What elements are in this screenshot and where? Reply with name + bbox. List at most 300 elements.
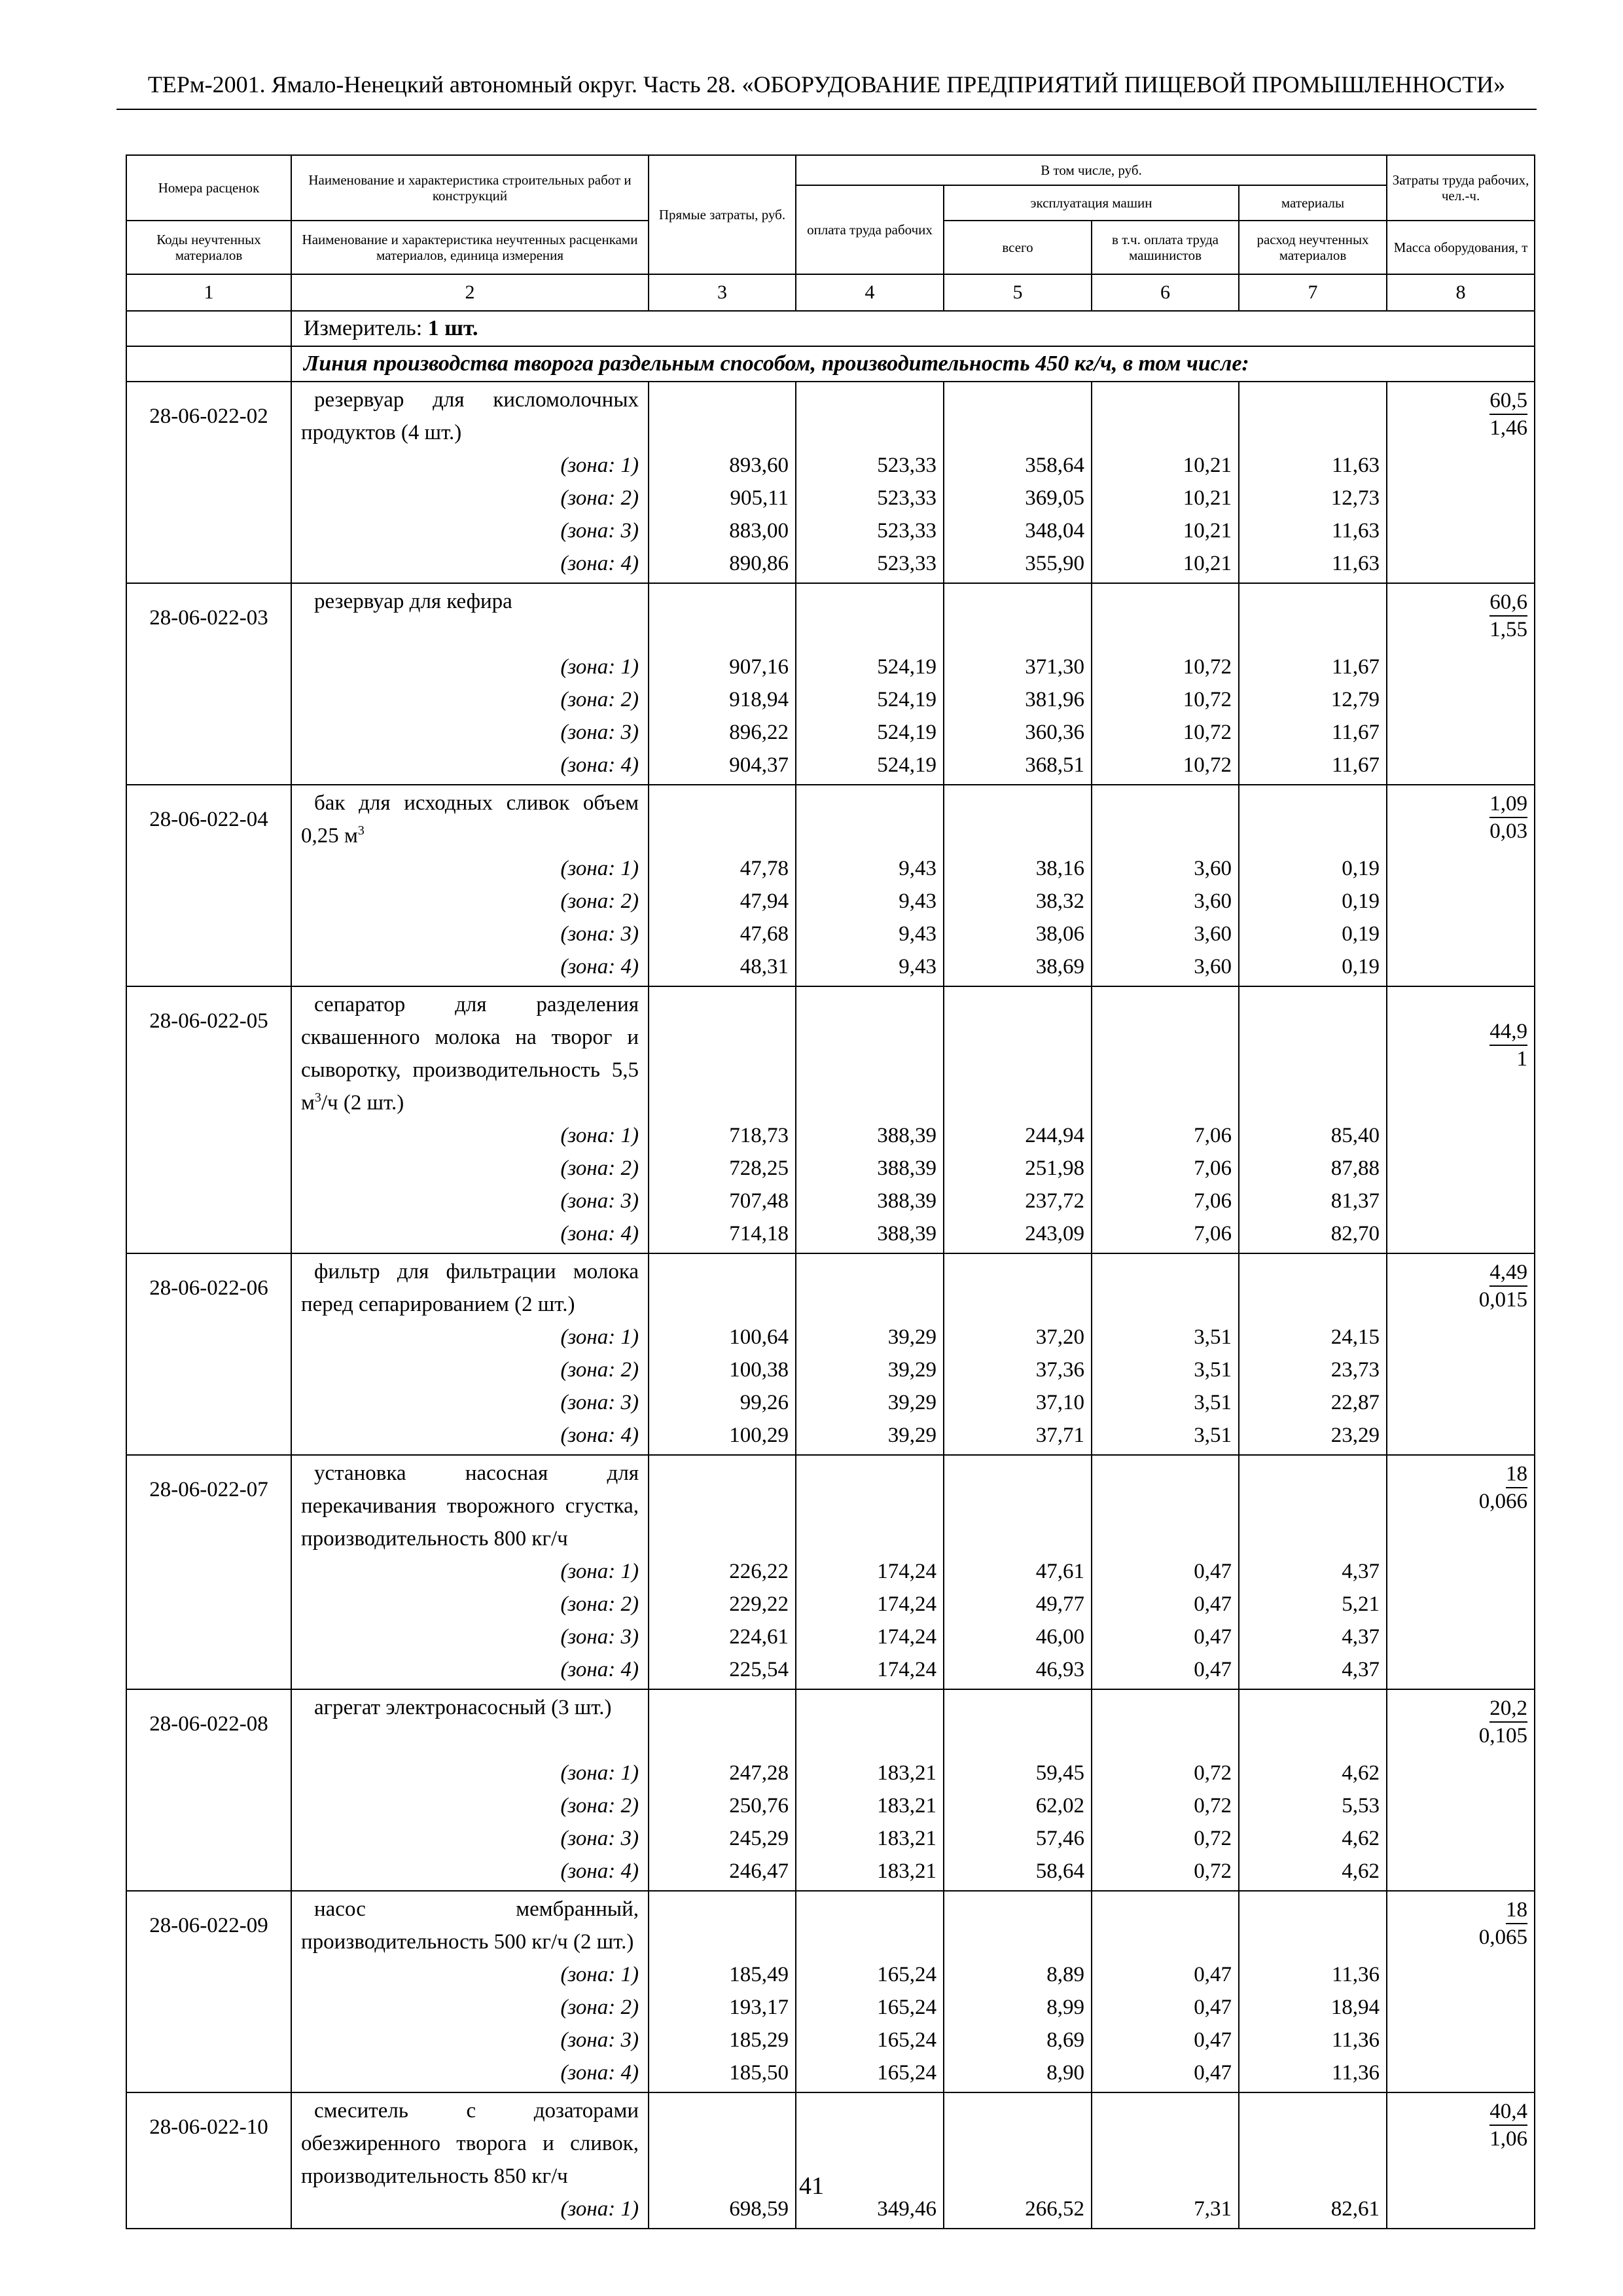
cost-value: 18,94 <box>1330 1996 1380 2019</box>
cost-value: 0,19 <box>1342 889 1380 913</box>
cost-value: 3,60 <box>1194 922 1232 946</box>
labor-value: 18 <box>1506 1461 1527 1488</box>
cost-value: 0,19 <box>1342 955 1380 978</box>
cost-cell <box>1092 1891 1239 2092</box>
cost-value: 4,37 <box>1342 1658 1380 1681</box>
machines-labor-header: в т.ч. оплата труда машинистов <box>1092 221 1239 274</box>
zone-label: (зона: 2) <box>560 1996 639 2019</box>
cost-value: 524,19 <box>877 721 936 744</box>
cost-value: 24,15 <box>1330 1325 1380 1349</box>
work-name <box>301 988 639 1119</box>
col1-bottom-header: Коды неучтенных материалов <box>126 221 291 274</box>
cost-value: 8,89 <box>1046 1963 1084 1986</box>
cost-value: 8,69 <box>1046 2028 1084 2052</box>
cost-value: 183,21 <box>877 1794 936 1818</box>
cost-value: 250,76 <box>729 1794 789 1818</box>
zone-label: (зона: 3) <box>560 1827 639 1850</box>
work-name-text: резервуар для кефира <box>314 590 512 613</box>
labor-mass-cell <box>1387 382 1535 583</box>
cost-value: 11,67 <box>1332 655 1380 679</box>
cost-value: 38,32 <box>1035 889 1084 913</box>
labor-value: 44,9 <box>1489 1018 1527 1046</box>
materials-sub-header: расход неучтенных материалов <box>1239 221 1387 274</box>
cost-value: 59,45 <box>1035 1761 1084 1785</box>
zone-label: (зона: 2) <box>560 688 639 711</box>
cost-value: 82,70 <box>1330 1222 1380 1246</box>
cost-value: 0,72 <box>1194 1859 1232 1883</box>
col-number: 2 <box>291 274 649 311</box>
work-name-cell <box>291 1689 649 1891</box>
cost-cell <box>796 1689 944 1891</box>
cost-value: 893,60 <box>729 454 789 477</box>
cost-cell <box>796 1891 944 2092</box>
cost-cell <box>1092 785 1239 986</box>
cost-value: 904,37 <box>729 753 789 777</box>
cost-value: 0,72 <box>1194 1827 1232 1850</box>
zone-label: (зона: 4) <box>560 1658 639 1681</box>
cost-value: 3,51 <box>1194 1424 1232 1447</box>
cost-value: 100,29 <box>729 1424 789 1447</box>
zone-label: (зона: 3) <box>560 922 639 946</box>
work-name <box>301 1255 639 1321</box>
col2-bottom-header: Наименование и характеристика неучтенных расценками материалов, единица измерения <box>291 221 649 274</box>
cost-value: 707,48 <box>729 1189 789 1213</box>
cost-value: 11,67 <box>1332 753 1380 777</box>
col2-top-header: Наименование и характеристика строительных работ и конструкций <box>291 155 649 221</box>
cost-value: 8,90 <box>1046 2061 1084 2085</box>
measure-row <box>126 311 1535 346</box>
cost-value: 728,25 <box>729 1157 789 1180</box>
labor-mass-cell <box>1387 986 1535 1253</box>
work-name-tail: /ч (2 шт.) <box>321 1091 404 1115</box>
cost-cell <box>649 1455 796 1689</box>
cost-value: 523,33 <box>877 454 936 477</box>
labor-value: 60,5 <box>1489 387 1527 415</box>
price-code: 28-06-022-08 <box>126 1689 291 1891</box>
work-name-text: насос мембранный, производительность 500 кг/ч (2 шт.) <box>301 1897 639 1954</box>
cost-cell <box>1092 1689 1239 1891</box>
work-name-cell <box>291 2092 649 2229</box>
price-code: 28-06-022-10 <box>126 2092 291 2229</box>
zone-label: (зона: 1) <box>560 1124 639 1147</box>
cost-value: 7,31 <box>1194 2197 1232 2221</box>
zone-label: (зона: 1) <box>560 1325 639 1349</box>
cost-value: 3,60 <box>1194 857 1232 880</box>
zone-label: (зона: 1) <box>560 1963 639 1986</box>
cost-cell <box>944 1891 1092 2092</box>
cost-value: 11,63 <box>1332 519 1380 543</box>
cost-value: 381,96 <box>1025 688 1084 711</box>
cost-value: 0,19 <box>1342 922 1380 946</box>
cost-value: 23,29 <box>1330 1424 1380 1447</box>
cost-value: 358,64 <box>1025 454 1084 477</box>
cost-value: 38,06 <box>1035 922 1084 946</box>
cost-cell <box>649 2092 796 2229</box>
zone-label: (зона: 1) <box>560 2197 639 2221</box>
cost-value: 38,16 <box>1035 857 1084 880</box>
cost-cell <box>944 1455 1092 1689</box>
work-name-text: смеситель с дозаторами обезжиренного творога и сливок, производительность 850 кг/ч <box>301 2099 639 2188</box>
work-name <box>301 1691 639 1757</box>
labor-pay-header: оплата труда рабочих <box>796 185 944 274</box>
zone-label: (зона: 4) <box>560 2061 639 2085</box>
zone-label: (зона: 1) <box>560 655 639 679</box>
work-name-text: агрегат электронасосный (3 шт.) <box>314 1696 612 1719</box>
cost-value: 368,51 <box>1025 753 1084 777</box>
mass-value: 1,46 <box>1489 416 1528 440</box>
labor-mass-cell <box>1387 2092 1535 2229</box>
cost-cell <box>1239 2092 1387 2229</box>
cost-value: 100,64 <box>729 1325 789 1349</box>
cost-value: 224,61 <box>729 1625 789 1649</box>
cost-value: 165,24 <box>877 2061 936 2085</box>
cost-value: 10,72 <box>1183 655 1232 679</box>
measure-value: 1 шт. <box>427 316 478 340</box>
price-row <box>126 1689 1535 1891</box>
cost-cell <box>1239 1689 1387 1891</box>
cost-value: 360,36 <box>1025 721 1084 744</box>
line-title: Линия производства творога раздельным способом, производительность 450 кг/ч, в том числе: <box>291 346 1535 382</box>
cost-value: 82,61 <box>1330 2197 1380 2221</box>
work-name-cell <box>291 1891 649 2092</box>
cost-value: 57,46 <box>1035 1827 1084 1850</box>
price-code: 28-06-022-03 <box>126 583 291 785</box>
cost-value: 12,73 <box>1330 486 1380 510</box>
cost-value: 244,94 <box>1025 1124 1084 1147</box>
cost-value: 165,24 <box>877 1996 936 2019</box>
mass-value: 0,105 <box>1478 1724 1528 1748</box>
cost-value: 251,98 <box>1025 1157 1084 1180</box>
cost-value: 87,88 <box>1330 1157 1380 1180</box>
cost-cell <box>1239 1455 1387 1689</box>
price-row <box>126 382 1535 583</box>
cost-value: 698,59 <box>729 2197 789 2221</box>
cost-value: 11,36 <box>1332 2061 1380 2085</box>
mass-value: 1,55 <box>1489 618 1528 641</box>
cost-cell <box>944 1689 1092 1891</box>
cost-value: 10,72 <box>1183 688 1232 711</box>
cost-value: 12,79 <box>1330 688 1380 711</box>
work-name <box>301 787 639 852</box>
cost-value: 5,21 <box>1342 1592 1380 1616</box>
cost-value: 388,39 <box>877 1157 936 1180</box>
page-number: 41 <box>799 2172 824 2200</box>
cost-value: 7,06 <box>1194 1124 1232 1147</box>
cost-value: 183,21 <box>877 1827 936 1850</box>
zone-label: (зона: 2) <box>560 1157 639 1180</box>
cost-value: 0,72 <box>1194 1794 1232 1818</box>
work-name-cell <box>291 785 649 986</box>
cost-value: 266,52 <box>1025 2197 1084 2221</box>
cost-value: 246,47 <box>729 1859 789 1883</box>
cost-value: 37,71 <box>1035 1424 1084 1447</box>
superscript: 3 <box>357 823 365 838</box>
cost-value: 4,62 <box>1342 1761 1380 1785</box>
cost-value: 0,72 <box>1194 1761 1232 1785</box>
cost-value: 718,73 <box>729 1124 789 1147</box>
cost-value: 38,69 <box>1035 955 1084 978</box>
cost-value: 388,39 <box>877 1189 936 1213</box>
cost-value: 7,06 <box>1194 1189 1232 1213</box>
cost-value: 185,29 <box>729 2028 789 2052</box>
labor-value: 60,6 <box>1489 589 1527 617</box>
zone-label: (зона: 2) <box>560 486 639 510</box>
labor-mass-cell <box>1387 785 1535 986</box>
labor-value: 18 <box>1506 1897 1527 1924</box>
labor-mass-cell <box>1387 1891 1535 2092</box>
zone-label: (зона: 3) <box>560 1625 639 1649</box>
cost-cell <box>1092 2092 1239 2229</box>
cost-cell <box>649 1689 796 1891</box>
cost-cell <box>1239 785 1387 986</box>
work-name-cell <box>291 382 649 583</box>
col1-top-header: Номера расценок <box>126 155 291 221</box>
zone-label: (зона: 4) <box>560 753 639 777</box>
cost-cell <box>649 785 796 986</box>
zone-label: (зона: 4) <box>560 1424 639 1447</box>
work-name-cell <box>291 986 649 1253</box>
cost-cell <box>1239 986 1387 1253</box>
cost-value: 39,29 <box>887 1358 936 1382</box>
cost-value: 524,19 <box>877 688 936 711</box>
cost-value: 9,43 <box>899 857 936 880</box>
price-row <box>126 986 1535 1253</box>
zone-label: (зона: 3) <box>560 1391 639 1414</box>
cost-value: 4,37 <box>1342 1560 1380 1583</box>
cost-value: 0,47 <box>1194 1625 1232 1649</box>
cost-value: 165,24 <box>877 2028 936 2052</box>
col-number: 1 <box>126 274 291 311</box>
measure-text <box>291 311 1535 346</box>
cost-value: 237,72 <box>1025 1189 1084 1213</box>
cost-value: 5,53 <box>1342 1794 1380 1818</box>
price-row <box>126 785 1535 986</box>
zone-label: (зона: 1) <box>560 1761 639 1785</box>
zone-label: (зона: 4) <box>560 1859 639 1883</box>
cost-value: 3,60 <box>1194 955 1232 978</box>
cost-value: 9,43 <box>899 955 936 978</box>
cost-value: 81,37 <box>1330 1189 1380 1213</box>
cost-value: 3,60 <box>1194 889 1232 913</box>
zone-label: (зона: 3) <box>560 519 639 543</box>
cost-value: 10,21 <box>1183 454 1232 477</box>
cost-value: 174,24 <box>877 1658 936 1681</box>
price-row <box>126 1891 1535 2092</box>
cost-cell <box>944 382 1092 583</box>
cost-value: 348,04 <box>1025 519 1084 543</box>
cost-cell <box>1092 1253 1239 1455</box>
zone-label: (зона: 4) <box>560 552 639 575</box>
cost-value: 349,46 <box>877 2197 936 2221</box>
cost-value: 0,47 <box>1194 1560 1232 1583</box>
work-name-cell <box>291 583 649 785</box>
col-number: 7 <box>1239 274 1387 311</box>
cost-value: 183,21 <box>877 1761 936 1785</box>
cost-value: 37,20 <box>1035 1325 1084 1349</box>
header-rule <box>116 109 1537 110</box>
cost-value: 4,62 <box>1342 1827 1380 1850</box>
zone-label: (зона: 3) <box>560 721 639 744</box>
cost-value: 47,68 <box>740 922 789 946</box>
zone-label: (зона: 3) <box>560 1189 639 1213</box>
col-number: 4 <box>796 274 944 311</box>
cost-value: 883,00 <box>729 519 789 543</box>
work-name-cell <box>291 1253 649 1455</box>
cost-cell <box>796 1253 944 1455</box>
cost-value: 369,05 <box>1025 486 1084 510</box>
mass-value: 1 <box>1516 1047 1528 1071</box>
work-name <box>301 1893 639 1958</box>
cost-value: 7,06 <box>1194 1222 1232 1246</box>
cost-value: 37,10 <box>1035 1391 1084 1414</box>
cost-value: 23,73 <box>1330 1358 1380 1382</box>
work-name-text: сепаратор для разделения сквашенного молока на творог и сыворотку, производительность 5,5 м <box>301 993 639 1115</box>
cost-cell <box>1239 583 1387 785</box>
cost-value: 0,47 <box>1194 2061 1232 2085</box>
cost-value: 896,22 <box>729 721 789 744</box>
cost-value: 10,72 <box>1183 721 1232 744</box>
cost-value: 0,19 <box>1342 857 1380 880</box>
mass-value: 0,015 <box>1478 1288 1528 1312</box>
machines-header: эксплуатация машин <box>944 185 1239 221</box>
work-name-text: резервуар для кисломолочных продуктов (4 шт.) <box>301 388 639 444</box>
cost-value: 9,43 <box>899 922 936 946</box>
cost-value: 714,18 <box>729 1222 789 1246</box>
cost-cell <box>944 2092 1092 2229</box>
cost-value: 245,29 <box>729 1827 789 1850</box>
cost-value: 4,37 <box>1342 1625 1380 1649</box>
col-number: 3 <box>649 274 796 311</box>
cost-value: 47,94 <box>740 889 789 913</box>
cost-value: 11,67 <box>1332 721 1380 744</box>
cost-value: 47,61 <box>1035 1560 1084 1583</box>
materials-header: материалы <box>1239 185 1387 221</box>
zone-label: (зона: 3) <box>560 2028 639 2052</box>
labor-value: 1,09 <box>1489 791 1527 818</box>
cost-cell <box>944 986 1092 1253</box>
cost-cell <box>1092 986 1239 1253</box>
cost-cell <box>1239 1253 1387 1455</box>
col8-top-header: Затраты труда рабочих, чел.-ч. <box>1387 155 1535 221</box>
col-number: 5 <box>944 274 1092 311</box>
cost-value: 523,33 <box>877 486 936 510</box>
cost-value: 7,06 <box>1194 1157 1232 1180</box>
cost-value: 4,62 <box>1342 1859 1380 1883</box>
cost-value: 3,51 <box>1194 1358 1232 1382</box>
price-code: 28-06-022-09 <box>126 1891 291 2092</box>
cost-value: 165,24 <box>877 1963 936 1986</box>
cost-cell <box>796 583 944 785</box>
cost-value: 229,22 <box>729 1592 789 1616</box>
cost-value: 58,64 <box>1035 1859 1084 1883</box>
price-row <box>126 1455 1535 1689</box>
incl-header: В том числе, руб. <box>796 155 1387 185</box>
cost-cell <box>796 382 944 583</box>
cost-value: 0,47 <box>1194 1592 1232 1616</box>
measure-label: Измеритель: <box>304 316 428 340</box>
cost-value: 174,24 <box>877 1625 936 1649</box>
cost-value: 62,02 <box>1035 1794 1084 1818</box>
cost-cell <box>1092 382 1239 583</box>
zone-label: (зона: 2) <box>560 1794 639 1818</box>
cost-value: 247,28 <box>729 1761 789 1785</box>
cost-cell <box>796 2092 944 2229</box>
cost-value: 523,33 <box>877 519 936 543</box>
work-name <box>301 585 639 651</box>
cost-value: 907,16 <box>729 655 789 679</box>
cost-value: 11,36 <box>1332 2028 1380 2052</box>
col-number: 6 <box>1092 274 1239 311</box>
cost-value: 524,19 <box>877 753 936 777</box>
cost-value: 524,19 <box>877 655 936 679</box>
cost-value: 905,11 <box>730 486 789 510</box>
cost-value: 185,50 <box>729 2061 789 2085</box>
cost-value: 0,47 <box>1194 2028 1232 2052</box>
machines-total-header: всего <box>944 221 1092 274</box>
cost-cell <box>649 583 796 785</box>
column-numbers-row <box>126 274 1535 311</box>
cost-value: 174,24 <box>877 1592 936 1616</box>
labor-mass-cell <box>1387 1253 1535 1455</box>
cost-cell <box>1092 1455 1239 1689</box>
mass-value: 0,03 <box>1489 819 1528 843</box>
cost-value: 9,43 <box>899 889 936 913</box>
mass-value: 0,066 <box>1478 1490 1528 1513</box>
zone-label: (зона: 1) <box>560 454 639 477</box>
labor-value: 4,49 <box>1489 1259 1527 1287</box>
price-row <box>126 583 1535 785</box>
zone-label: (зона: 1) <box>560 857 639 880</box>
cost-value: 388,39 <box>877 1222 936 1246</box>
work-name <box>301 1457 639 1555</box>
cost-value: 11,36 <box>1332 1963 1380 1986</box>
cost-cell <box>944 583 1092 785</box>
cost-value: 39,29 <box>887 1424 936 1447</box>
mass-value: 0,065 <box>1478 1926 1528 1949</box>
cost-value: 39,29 <box>887 1325 936 1349</box>
cost-cell <box>1239 382 1387 583</box>
cost-cell <box>649 1891 796 2092</box>
cost-cell <box>796 986 944 1253</box>
cost-value: 388,39 <box>877 1124 936 1147</box>
cost-value: 48,31 <box>740 955 789 978</box>
cost-value: 0,47 <box>1194 1996 1232 2019</box>
work-name-text: фильтр для фильтрации молока перед сепарированием (2 шт.) <box>301 1260 639 1316</box>
cost-value: 8,99 <box>1046 1996 1084 2019</box>
cost-cell <box>649 1253 796 1455</box>
cost-value: 371,30 <box>1025 655 1084 679</box>
cost-value: 49,77 <box>1035 1592 1084 1616</box>
cost-value: 0,47 <box>1194 1963 1232 1986</box>
header-row-1 <box>126 155 1535 185</box>
price-row <box>126 1253 1535 1455</box>
price-table <box>126 154 1535 2229</box>
labor-mass-cell <box>1387 583 1535 785</box>
work-name <box>301 384 639 449</box>
cost-cell <box>796 1455 944 1689</box>
work-name-text: установка насосная для перекачивания творожного сгустка, производительность 800 кг/ч <box>301 1462 639 1551</box>
price-code: 28-06-022-05 <box>126 986 291 1253</box>
cost-value: 10,72 <box>1183 753 1232 777</box>
cost-value: 3,51 <box>1194 1391 1232 1414</box>
cost-value: 890,86 <box>729 552 789 575</box>
cost-cell <box>1092 583 1239 785</box>
superscript: 3 <box>314 1090 321 1105</box>
col3-header: Прямые затраты, руб. <box>649 155 796 274</box>
mass-value: 1,06 <box>1489 2127 1528 2151</box>
line-title-row <box>126 346 1535 382</box>
cost-value: 100,38 <box>729 1358 789 1382</box>
